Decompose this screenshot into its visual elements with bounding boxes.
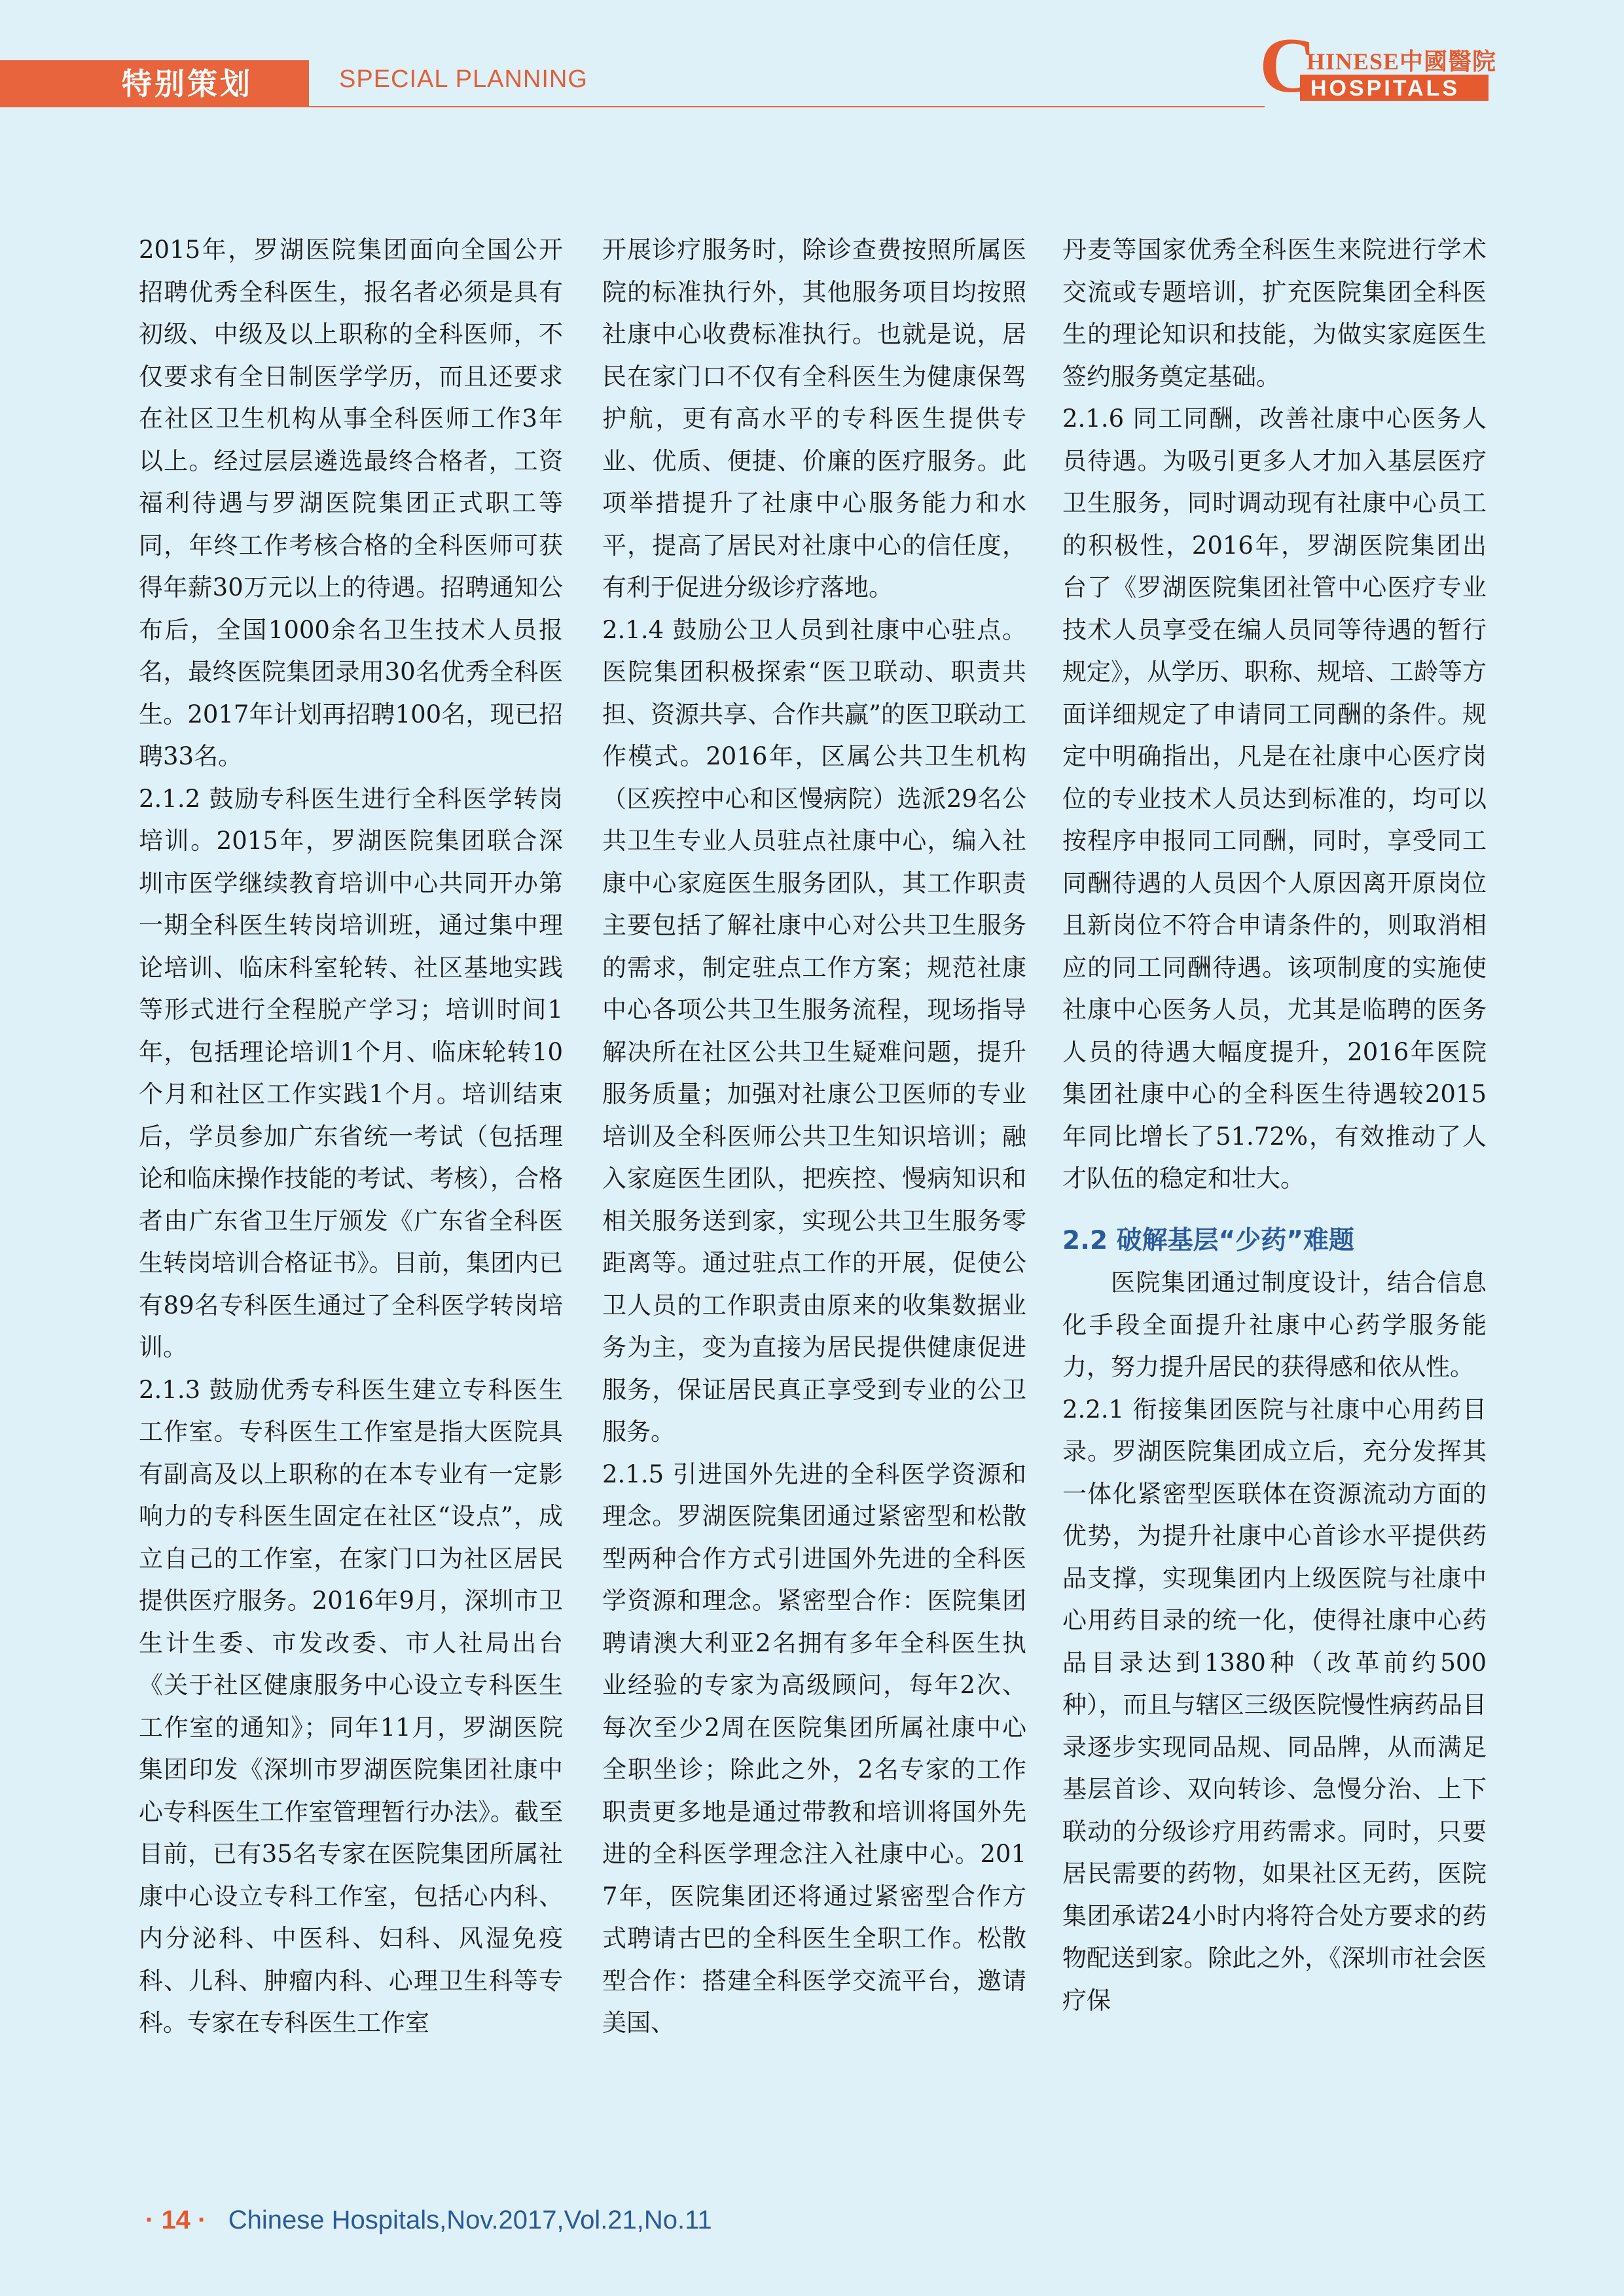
section-heading: 2.2 破解基层“少药”难题: [1062, 1225, 1354, 1255]
header-rule: [309, 106, 1265, 107]
section-title-en: SPECIAL PLANNING: [339, 65, 588, 93]
page-footer: [145, 2206, 712, 2235]
column-2: [602, 229, 1026, 2147]
paragraph: 2.1.6 同工同酬，改善社康中心医务人员待遇。为吸引更多人才加入基层医疗卫生服务，同时调动现有社康中心员工的积极性，2016年，罗湖医院集团出台了《罗湖医院集团社管中心医疗专业技术人员享受在编人员同等待遇的暂行规定》，从学历、职称、规培、工龄等方面详细规定了申请同工同酬的条件。规定中明确指出，凡是在社康中心医疗岗位的专业技术人员达到标准的，均可以按程序申报同工同酬，同时，享受同工同酬待遇的人员因个人原因离开原岗位且新岗位不符合申请条件的，则取消相应的同工同酬待遇。该项制度的实施使社康中心医务人员，尤其是临聘的医务人员的待遇大幅度提升，2016年医院集团社康中心的全科医生待遇较2015年同比增长了51.72%，有效推动了人才队伍的稳定和壮大。: [1062, 404, 1487, 1193]
section-tag: 特别策划: [0, 60, 309, 107]
page-number-dot-left: ·: [145, 2206, 162, 2234]
paragraph: 2015年，罗湖医院集团面向全国公开招聘优秀全科医生，报名者必须是具有初级、中级及以上职称的全科医师，不仅要求有全日制医学学历，而且还要求在社区卫生机构从事全科医师工作3年以上。经过层层遴选最终合格者，工资福利待遇与罗湖医院集团正式职工等同，年终工作考核合格的全科医师可获得年薪30万元以上的待遇。招聘通知公布后，全国1000余名卫生技术人员报名，最终医院集团录用30名优秀全科医生。2017年计划再招聘100名，现已招聘33名。: [139, 236, 563, 770]
journal-citation: Chinese Hospitals,Nov.2017,Vol.21,No.11: [228, 2206, 712, 2234]
paragraph: 丹麦等国家优秀全科医生来院进行学术交流或专题培训，扩充医院集团全科医生的理论知识和技能，为做实家庭医生签约服务奠定基础。: [1062, 236, 1487, 391]
page-number: 14: [161, 2206, 190, 2234]
logo-top-text: HINESE中國醫院: [1307, 48, 1497, 75]
paragraph: 2.1.5 引进国外先进的全科医学资源和理念。罗湖医院集团通过紧密型和松散型两种合作方式引进国外先进的全科医学资源和理念。紧密型合作：医院集团聘请澳大利亚2名拥有多年全科医生执业经验的专家为高级顾问，每年2次、每次至少2周在医院集团所属社康中心全职坐诊；除此之外，2名专家的工作职责更多地是通过带教和培训将国外先进的全科医学理念注入社康中心。2017年，医院集团还将通过紧密型合作方式聘请古巴的全科医生全职工作。松散型合作：搭建全科医学交流平台，邀请美国、: [602, 1460, 1026, 2037]
column-1: [139, 229, 563, 2147]
paragraph: 2.1.3 鼓励优秀专科医生建立专科医生工作室。专科医生工作室是指大医院具有副高及以上职称的在本专业有一定影响力的专科医生固定在社区“设点”，成立自己的工作室，在家门口为社区居民提供医疗服务。2016年9月，深圳市卫生计生委、市发改委、市人社局出台《关于社区健康服务中心设立专科医生工作室的通知》；同年11月，罗湖医院集团印发《深圳市罗湖医院集团社康中心专科医生工作室管理暂行办法》。截至目前，已有35名专家在医院集团所属社康中心设立专科工作室，包括心内科、内分泌科、中医科、妇科、风湿免疫科、儿科、肿瘤内科、心理卫生科等专科。专家在专科医生工作室: [139, 1375, 563, 2037]
logo-initial: C: [1259, 22, 1316, 109]
page-number-dot-right: ·: [190, 2206, 207, 2234]
paragraph: 2.1.2 鼓励专科医生进行全科医学转岗培训。2015年，罗湖医院集团联合深圳市医学继续教育培训中心共同开办第一期全科医生转岗培训班，通过集中理论培训、临床科室轮转、社区基地实践等形式进行全程脱产学习；培训时间1年，包括理论培训1个月、临床轮转10个月和社区工作实践1个月。培训结束后，学员参加广东省统一考试（包括理论和临床操作技能的考试、考核），合格者由广东省卫生厅颁发《广东省全科医生转岗培训合格证书》。目前，集团内已有89名专科医生通过了全科医学转岗培训。: [139, 784, 563, 1361]
paragraph: 2.2.1 衔接集团医院与社康中心用药目录。罗湖医院集团成立后，充分发挥其一体化紧密型医联体在资源流动方面的优势，为提升社康中心首诊水平提供药品支撑，实现集团内上级医院与社康中心用药目录的统一化，使得社康中心药品目录达到1380种（改革前约500种），而且与辖区三级医院慢性病药品目录逐步实现同品规、同品牌，从而满足基层首诊、双向转诊、急慢分治、上下联动的分级诊疗用药需求。同时，只要居民需要的药物，如果社区无药，医院集团承诺24小时内将符合处方要求的药物配送到家。除此之外，《深圳市社会医疗保: [1062, 1395, 1487, 2015]
journal-logo: [1259, 22, 1502, 110]
paragraph: 2.1.4 鼓励公卫人员到社康中心驻点。医院集团积极探索“医卫联动、职责共担、资源共享、合作共赢”的医卫联动工作模式。2016年，区属公共卫生机构（区疾控中心和区慢病院）选派29名公共卫生专业人员驻点社康中心，编入社康中心家庭医生服务团队，其工作职责主要包括了解社康中心对公共卫生服务的需求，制定驻点工作方案；规范社康中心各项公共卫生服务流程，现场指导解决所在社区公共卫生疑难问题，提升服务质量；加强对社康公卫医师的专业培训及全科医师公共卫生知识培训；融入家庭医生团队，把疾控、慢病知识和相关服务送到家，实现公共卫生服务零距离等。通过驻点工作的开展，促使公卫人员的工作职责由原来的收集数据业务为主，变为直接为居民提供健康促进服务，保证居民真正享受到专业的公卫服务。: [602, 615, 1026, 1446]
paragraph: 开展诊疗服务时，除诊查费按照所属医院的标准执行外，其他服务项目均按照社康中心收费标准执行。也就是说，居民在家门口不仅有全科医生为健康保驾护航，更有高水平的专科医生提供专业、优质、便捷、价廉的医疗服务。此项举措提升了社康中心服务能力和水平，提高了居民对社康中心的信任度，有利于促进分级诊疗落地。: [602, 236, 1026, 601]
column-3: [1062, 229, 1487, 2147]
logo-bottom-text: HOSPITALS: [1310, 76, 1460, 101]
paragraph: 医院集团通过制度设计，结合信息化手段全面提升社康中心药学服务能力，努力提升居民的获得感和依从性。: [1062, 1268, 1487, 1381]
